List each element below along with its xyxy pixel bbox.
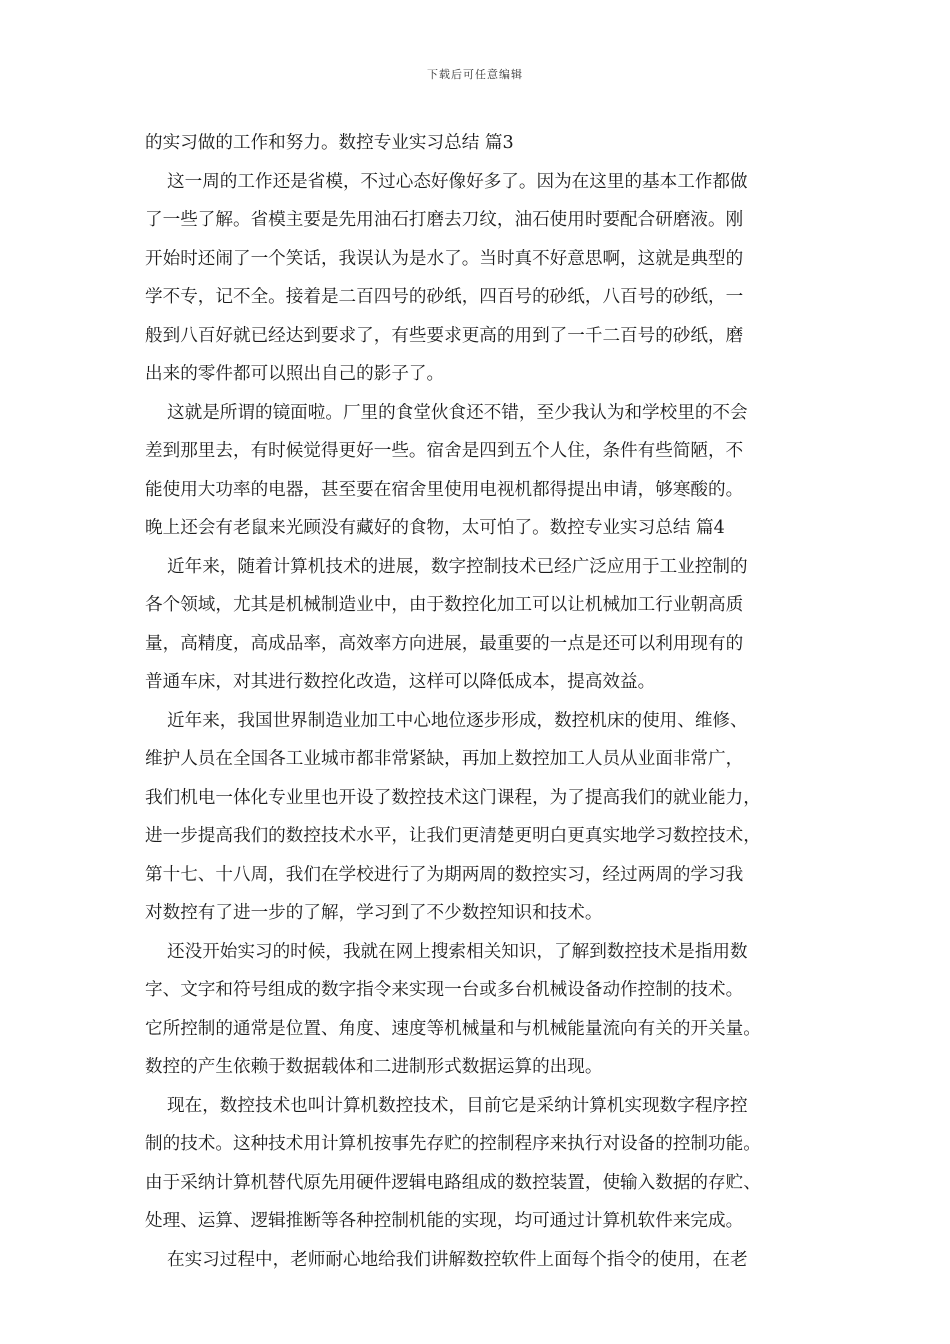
text-line: 它所控制的通常是位置、角度、速度等机械量和与机械能量流向有关的开关量。	[145, 1018, 761, 1039]
text-line: 我们机电一体化专业里也开设了数控技术这门课程，为了提高我们的就业能力，	[145, 787, 761, 808]
document-body	[145, 124, 825, 1279]
text-line: 第十七、十八周，我们在学校进行了为期两周的数控实习，经过两周的学习我	[145, 864, 744, 885]
paragraph-start-line: 近年来，随着计算机技术的进展，数字控制技术已经广泛应用于工业控制的	[167, 556, 748, 577]
text-line: 差到那里去，有时候觉得更好一些。宿舍是四到五个人住，条件有些简陋，不	[145, 441, 744, 461]
paragraph-start-line: 这一周的工作还是省模，不过心态好像好多了。因为在这里的基本工作都做	[167, 171, 748, 192]
paragraph-start-line: 现在，数控技术也叫计算机数控技术，目前它是采纳计算机实现数字程序控	[167, 1095, 748, 1116]
text-line: 数控的产生依赖于数据载体和二进制形式数据运算的出现。	[145, 1057, 603, 1077]
text-line: 般到八百好就已经达到要求了，有些要求更高的用到了一千二百号的砂纸，磨	[145, 325, 744, 346]
text-line: 对数控有了进一步的了解，学习到了不少数控知识和技术。	[145, 903, 603, 923]
text-line: 了一些了解。省模主要是先用油石打磨去刀纹，油石使用时要配合研磨液。刚	[145, 210, 744, 230]
text-line: 量，高精度，高成品率，高效率方向进展，最重要的一点是还可以利用现有的	[145, 633, 744, 654]
paragraph-start-line: 还没开始实习的时候，我就在网上搜索相关知识，了解到数控技术是指用数	[167, 941, 748, 962]
paragraph-start-line: 在实习过程中，老师耐心地给我们讲解数控软件上面每个指令的使用，在老	[167, 1249, 748, 1270]
text-line: 开始时还闹了一个笑话，我误认为是水了。当时真不好意思啊，这就是典型的	[145, 248, 744, 269]
text-line: 学不专，记不全。接着是二百四号的砂纸，四百号的砂纸，八百号的砂纸，一	[145, 287, 744, 307]
text-line: 的实习做的工作和努力。数控专业实习总结 篇3	[145, 133, 514, 153]
text-line: 字、文字和符号组成的数字指令来实现一台或多台机械设备动作控制的技术。	[145, 980, 744, 1000]
paragraph-start-line: 近年来，我国世界制造业加工中心地位逐步形成，数控机床的使用、维修、	[167, 710, 748, 731]
text-line: 由于采纳计算机替代原先用硬件逻辑电路组成的数控装置，使输入数据的存贮、	[145, 1172, 761, 1193]
text-line: 出来的零件都可以照出自己的影子了。	[145, 364, 445, 384]
text-line: 普通车床，对其进行数控化改造，这样可以降低成本，提高效益。	[145, 672, 656, 692]
text-line: 能使用大功率的电器，甚至要在宿舍里使用电视机都得提出申请，够寒酸的。	[145, 479, 744, 500]
text-line: 进一步提高我们的数控技术水平，让我们更清楚更明白更真实地学习数控技术，	[145, 826, 761, 846]
paragraph-start-line: 这就是所谓的镜面啦。厂里的食堂伙食还不错，至少我认为和学校里的不会	[167, 402, 748, 423]
text-line: 各个领域，尤其是机械制造业中，由于数控化加工可以让机械加工行业朝高质	[145, 595, 744, 615]
text-line: 维护人员在全国各工业城市都非常紧缺，再加上数控加工人员从业面非常广，	[145, 749, 744, 769]
page-header: 下载后可任意编辑	[427, 68, 523, 81]
text-line: 晚上还会有老鼠来光顾没有藏好的食物，太可怕了。数控专业实习总结 篇4	[145, 518, 725, 538]
text-line: 处理、运算、逻辑推断等各种控制机能的实现，均可通过计算机软件来完成。	[145, 1211, 744, 1231]
text-line: 制的技术。这种技术用计算机按事先存贮的控制程序来执行对设备的控制功能。	[145, 1134, 761, 1154]
